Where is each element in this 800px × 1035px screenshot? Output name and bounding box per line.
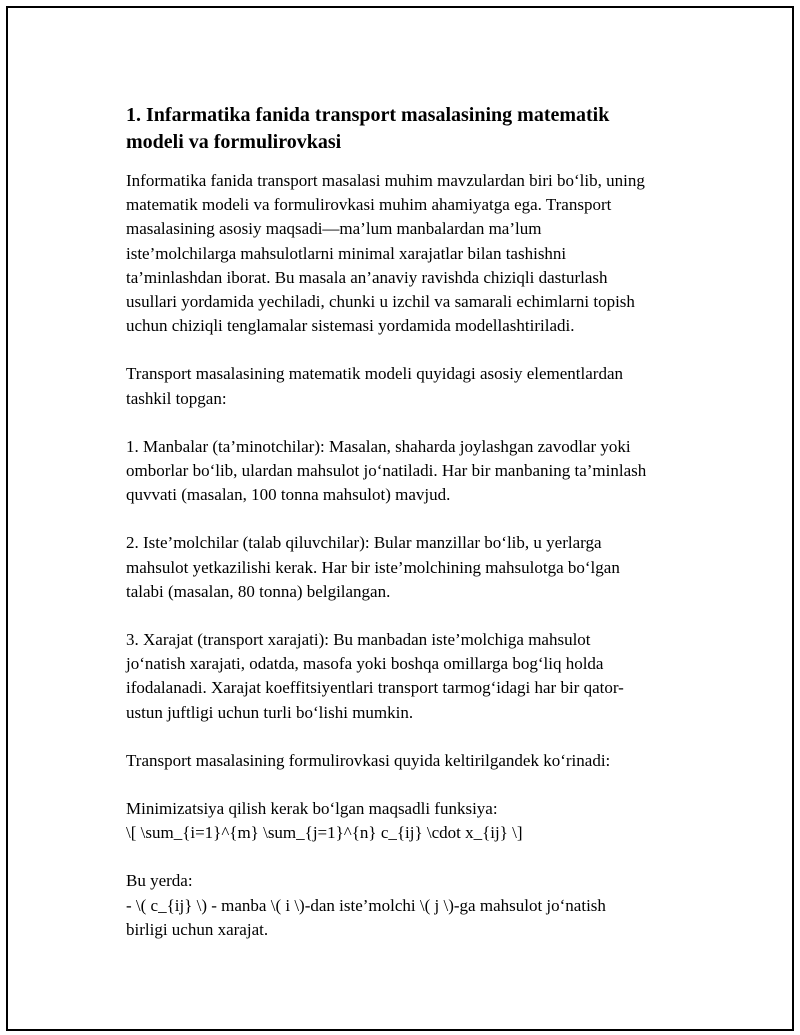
text-line: tashkil topgan:: [126, 388, 227, 408]
cost-paragraph: [126, 628, 696, 725]
document-body: [126, 102, 696, 966]
title-line: modeli va formulirovkasi: [126, 131, 342, 153]
sources-paragraph: [126, 435, 696, 508]
text-line: ta’minlashdan iborat. Bu masala an’anaviy ravishda chiziqli dasturlash: [126, 267, 608, 287]
intro-paragraph: [126, 169, 696, 338]
page-frame: [6, 6, 794, 1031]
section-title: [126, 102, 696, 156]
text-line: 3. Xarajat (transport xarajati): Bu manbadan iste’molchiga mahsulot: [126, 630, 591, 650]
text-line: 1. Manbalar (ta’minotchilar): Masalan, shaharda joylashgan zavodlar yoki: [126, 436, 631, 456]
text-line: iste’molchilarga mahsulotlarni minimal xarajatlar bilan tashishni: [126, 243, 567, 263]
consumers-paragraph: [126, 531, 696, 604]
text-line: talabi (masalan, 80 tonna) belgilangan.: [126, 581, 391, 601]
objective-paragraph: [126, 797, 696, 845]
text-line: 2. Iste’molchilar (talab qiluvchilar): Bular manzillar bo‘lib, u yerlarga: [126, 533, 602, 553]
text-line: Minimizatsiya qilish kerak bo‘lgan maqsadli funksiya:: [126, 799, 498, 819]
model-intro-paragraph: [126, 362, 696, 410]
text-line: - \( c_{ij} \) - manba \( i \)-dan iste’molchi \( j \)-ga mahsulot jo‘natish: [126, 895, 606, 915]
text-line: Informatika fanida transport masalasi muhim mavzulardan biri bo‘lib, uning: [126, 171, 645, 190]
text-line: birligi uchun xarajat.: [126, 919, 269, 939]
text-line: Bu yerda:: [126, 871, 193, 891]
text-line: matematik modeli va formulirovkasi muhim ahamiyatga ega. Transport: [126, 195, 612, 215]
text-line: ustun juftligi uchun turli bo‘lishi mumkin.: [126, 702, 414, 722]
text-line: Transport masalasining formulirovkasi quyida keltirilgandek ko‘rinadi:: [126, 750, 611, 770]
text-line: Transport masalasining matematik modeli quyidagi asosiy elementlardan: [126, 364, 623, 384]
text-line: masalasining asosiy maqsadi—ma’lum manbalardan ma’lum: [126, 219, 542, 239]
text-line: quvvati (masalan, 100 tonna mahsulot) mavjud.: [126, 485, 451, 505]
formula-line: \[ \sum_{i=1}^{m} \sum_{j=1}^{n} c_{ij} \cdot x_{ij} \]: [126, 823, 523, 843]
text-line: ifodalanadi. Xarajat koeffitsiyentlari transport tarmog‘idagi har bir qator-: [126, 678, 624, 698]
definitions-paragraph: [126, 869, 696, 942]
text-line: uchun chiziqli tenglamalar sistemasi yordamida modellashtiriladi.: [126, 316, 575, 336]
title-line: 1. Infarmatika fanida transport masalasining matematik: [126, 104, 610, 126]
text-line: mahsulot yetkazilishi kerak. Har bir iste’molchining mahsulotga bo‘lgan: [126, 557, 620, 577]
text-line: omborlar bo‘lib, ulardan mahsulot jo‘natiladi. Har bir manbaning ta’minlash: [126, 461, 647, 481]
text-line: jo‘natish xarajati, odatda, masofa yoki boshqa omillarga bog‘liq holda: [126, 654, 604, 674]
text-line: usullari yordamida yechiladi, chunki u izchil va samarali echimlarni topish: [126, 292, 635, 312]
formulation-intro-paragraph: [126, 749, 696, 773]
